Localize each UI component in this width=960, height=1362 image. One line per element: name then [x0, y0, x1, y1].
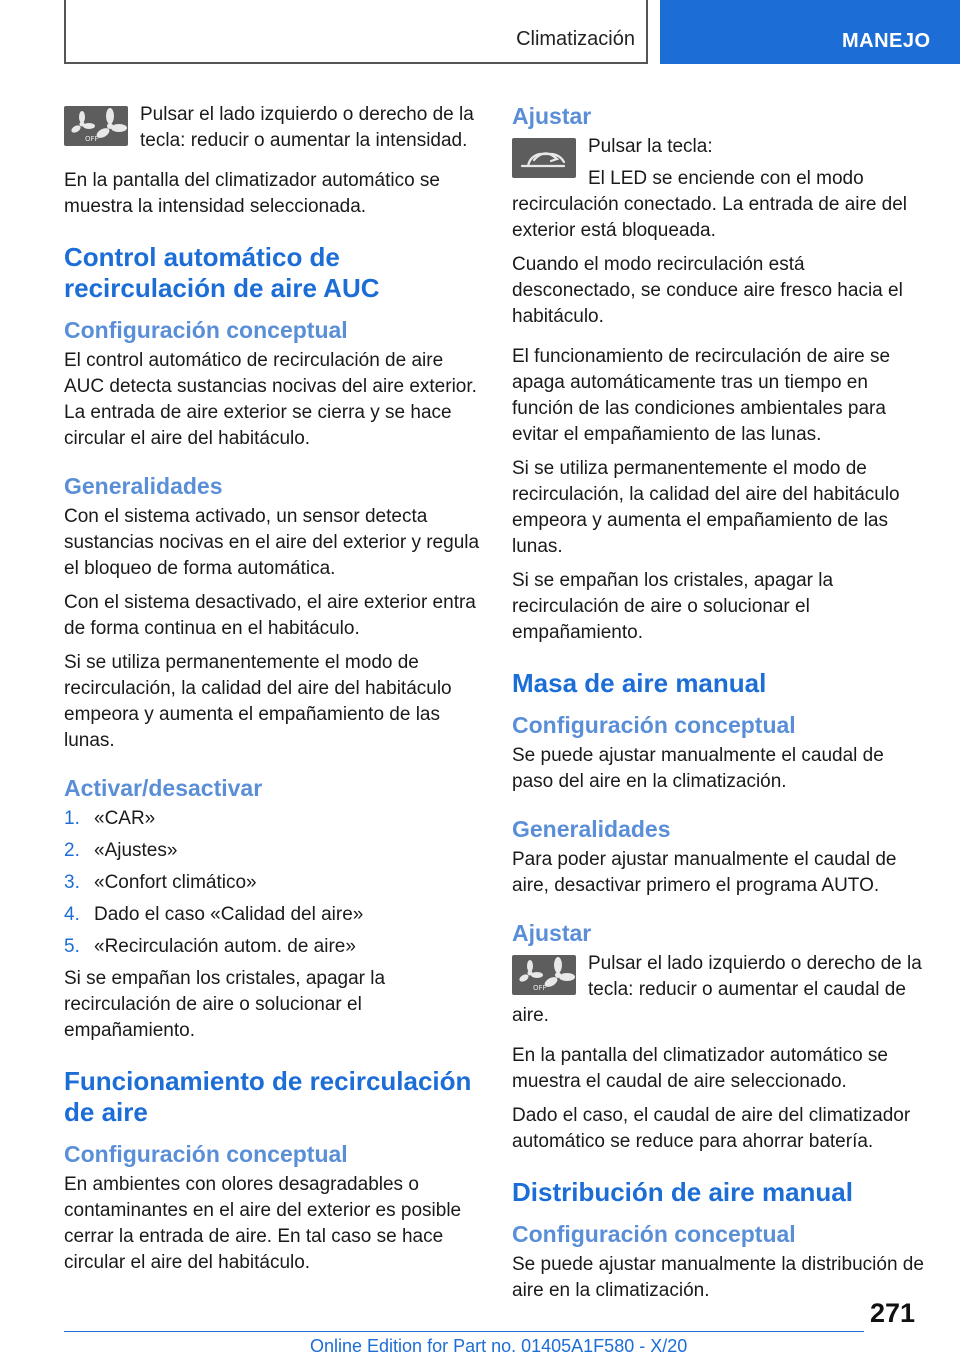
paragraph: Si se empañan los cristales, apagar la recirculación de aire o solucionar el empañamiento.: [512, 570, 834, 643]
paragraph: En la pantalla del climatizador automático se muestra la intensidad seleccionada.: [64, 170, 440, 217]
list-item: 1. «CAR»: [64, 808, 156, 829]
heading-activate: Activar/desactivar: [64, 775, 263, 801]
heading-auc: Control automático de recirculación de aire AUC: [64, 242, 380, 303]
heading-concept: Configuración conceptual: [512, 1221, 796, 1247]
heading-manual-distribution: Distribución de aire manual: [512, 1177, 853, 1207]
heading-concept: Configuración conceptual: [512, 712, 796, 738]
list-item: 3. «Confort climático»: [64, 872, 257, 893]
list-item: 5. «Recirculación autom. de aire»: [64, 936, 356, 957]
recirculation-text-b: El LED se enciende con el modo recirculación conectado. La entrada de aire del exterior está bloqueada.: [512, 168, 908, 241]
recirculation-block: [512, 134, 928, 244]
list-item: 4. Dado el caso «Calidad del aire»: [64, 904, 364, 925]
paragraph: Si se utiliza permanentemente el modo de recirculación, la calidad del aire del habitáculo empeora y aumenta el empañamiento de las lunas.: [512, 458, 900, 557]
paragraph: En ambientes con olores desagradables o contaminantes en el aire del exterior es posible cerrar la entrada de aire. En tal caso se hace circular el aire del habitáculo.: [64, 1174, 462, 1273]
heading-manual-air-mass: Masa de aire manual: [512, 668, 767, 698]
footer-divider: [64, 1331, 864, 1332]
paragraph: Dado el caso, el caudal de aire del climatizador automático se reduce para ahorrar batería.: [512, 1105, 911, 1152]
fan-off-icon: [512, 955, 576, 995]
chapter-label: MANEJO: [660, 0, 960, 64]
page-header: [0, 0, 960, 66]
fan-intensity-block: [64, 102, 480, 154]
heading-adjust: Ajustar: [512, 920, 592, 946]
paragraph: Se puede ajustar manualmente el caudal de paso del aire en la climatización.: [512, 745, 884, 792]
paragraph: El control automático de recirculación de aire AUC detecta sustancias nocivas del aire exterior. La entrada de aire exterior se cierra y se hace circular el aire del habitáculo.: [64, 350, 477, 449]
footer-edition: Online Edition for Part no. 01405A1F580 - X/20: [310, 1336, 688, 1356]
svg-text:OFF: OFF: [533, 984, 547, 992]
heading-general: Generalidades: [64, 473, 223, 499]
recirculation-icon: [512, 138, 576, 178]
paragraph: Con el sistema activado, un sensor detecta sustancias nocivas en el aire del exterior y regula el bloqueo de forma automática.: [64, 506, 480, 579]
heading-concept: Configuración conceptual: [64, 317, 348, 343]
page-number: 271: [870, 1298, 916, 1328]
left-column: [64, 102, 480, 1284]
fan-flow-block: [512, 951, 928, 1029]
svg-text:OFF: OFF: [85, 135, 99, 143]
heading-adjust: Ajustar: [512, 103, 592, 129]
paragraph: El funcionamiento de recirculación de aire se apaga automáticamente tras un tiempo en función de las condiciones ambientales para evitar el empañamiento de las lunas.: [512, 346, 891, 445]
section-title: Climatización: [516, 28, 635, 50]
paragraph: Si se utiliza permanentemente el modo de recirculación, la calidad del aire del habitáculo empeora y aumenta el empañamiento de las lunas.: [64, 652, 452, 751]
fan-intensity-text: Pulsar el lado izquierdo o derecho de la tecla: reducir o aumentar la intensidad.: [140, 104, 474, 151]
paragraph: Se puede ajustar manualmente la distribución de aire en la climatización.: [512, 1254, 924, 1301]
steps-list: [64, 806, 480, 960]
paragraph: En la pantalla del climatizador automático se muestra el caudal de aire seleccionado.: [512, 1045, 888, 1092]
fan-off-icon: [64, 106, 128, 146]
heading-recirculation: Funcionamiento de recirculación de aire: [64, 1066, 472, 1127]
heading-general: Generalidades: [512, 816, 671, 842]
fan-flow-text: Pulsar el lado izquierdo o derecho de la tecla: reducir o aumentar el caudal de aire.: [512, 953, 922, 1026]
paragraph: Con el sistema desactivado, el aire exterior entra de forma continua en el habitáculo.: [64, 592, 476, 639]
paragraph: Cuando el modo recirculación está desconectado, se conduce aire fresco hacia el habitáculo.: [512, 254, 903, 327]
paragraph: Si se empañan los cristales, apagar la recirculación de aire o solucionar el empañamiento.: [64, 968, 386, 1041]
list-item: 2. «Ajustes»: [64, 840, 178, 861]
recirculation-text-a: Pulsar la tecla:: [588, 136, 713, 157]
heading-concept: Configuración conceptual: [64, 1141, 348, 1167]
right-column: [512, 102, 928, 1312]
paragraph: Para poder ajustar manualmente el caudal de aire, desactivar primero el programa AUTO.: [512, 849, 897, 896]
